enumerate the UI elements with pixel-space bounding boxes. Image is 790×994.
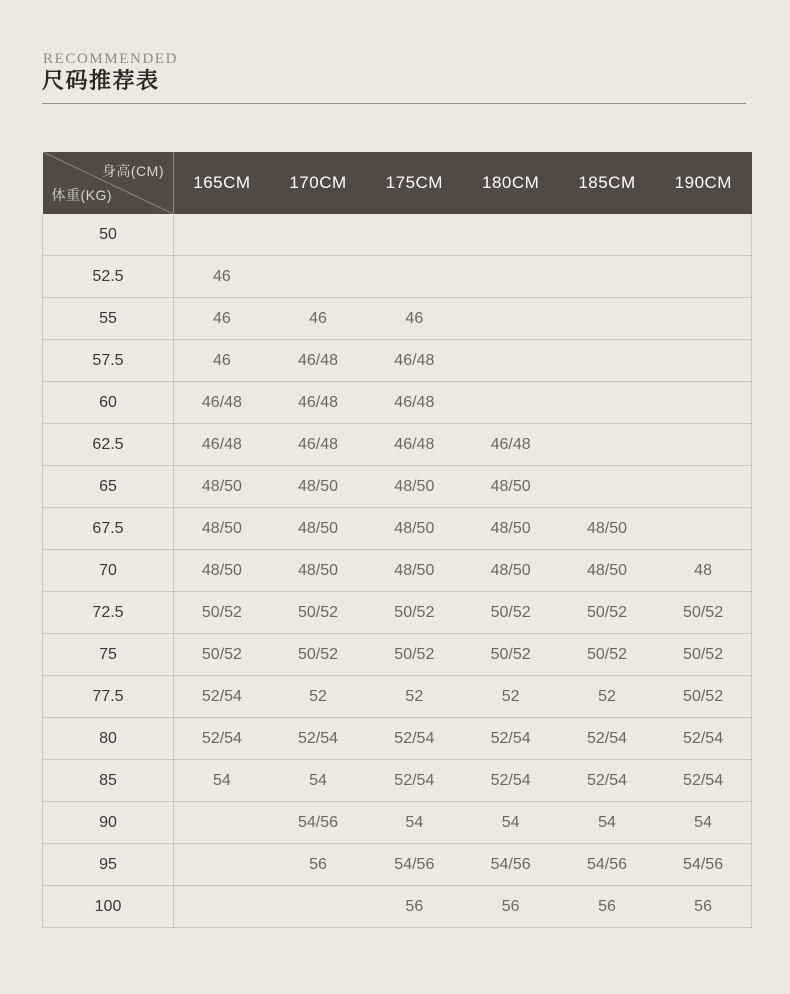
- table-row: [43, 550, 752, 592]
- size-value-cell: [655, 298, 751, 340]
- corner-cell: [43, 152, 174, 214]
- size-value-cell: 52/54: [174, 676, 270, 718]
- table-row: [43, 718, 752, 760]
- size-value-cell: 48/50: [366, 550, 462, 592]
- size-value-cell: 50/52: [174, 634, 270, 676]
- size-value-cell: 50/52: [655, 592, 751, 634]
- weight-cell: 80: [43, 718, 174, 760]
- size-value-cell: 56: [559, 886, 655, 928]
- height-header: 185CM: [559, 152, 655, 214]
- size-value-cell: 46/48: [270, 382, 366, 424]
- size-value-cell: 54: [366, 802, 462, 844]
- size-value-cell: 50/52: [559, 592, 655, 634]
- size-value-cell: 48/50: [174, 466, 270, 508]
- size-value-cell: [559, 256, 655, 298]
- size-value-cell: [462, 214, 558, 256]
- size-value-cell: [655, 256, 751, 298]
- size-value-cell: 52/54: [462, 718, 558, 760]
- size-value-cell: 56: [366, 886, 462, 928]
- weight-cell: 52.5: [43, 256, 174, 298]
- weight-cell: 75: [43, 634, 174, 676]
- table-row: [43, 214, 752, 256]
- size-value-cell: 54: [655, 802, 751, 844]
- table-row: [43, 592, 752, 634]
- size-value-cell: 48/50: [462, 508, 558, 550]
- size-value-cell: [174, 886, 270, 928]
- size-value-cell: 54/56: [270, 802, 366, 844]
- size-value-cell: 48/50: [270, 550, 366, 592]
- size-value-cell: [559, 298, 655, 340]
- table-row: [43, 340, 752, 382]
- size-value-cell: 52/54: [655, 718, 751, 760]
- size-value-cell: [559, 214, 655, 256]
- size-value-cell: 46: [174, 256, 270, 298]
- size-value-cell: 48: [655, 550, 751, 592]
- size-value-cell: 48/50: [174, 508, 270, 550]
- size-value-cell: [270, 256, 366, 298]
- size-value-cell: 54: [174, 760, 270, 802]
- size-value-cell: 46/48: [366, 424, 462, 466]
- corner-height-label: 身高(CM): [101, 163, 164, 179]
- size-value-cell: [655, 214, 751, 256]
- weight-cell: 65: [43, 466, 174, 508]
- size-value-cell: 48/50: [559, 508, 655, 550]
- size-value-cell: 50/52: [655, 634, 751, 676]
- weight-cell: 57.5: [43, 340, 174, 382]
- table-row: [43, 298, 752, 340]
- size-value-cell: 50/52: [462, 634, 558, 676]
- table-row: [43, 508, 752, 550]
- size-value-cell: 52/54: [270, 718, 366, 760]
- size-value-cell: 56: [655, 886, 751, 928]
- size-value-cell: [462, 298, 558, 340]
- weight-cell: 90: [43, 802, 174, 844]
- size-value-cell: 56: [462, 886, 558, 928]
- size-value-cell: [174, 844, 270, 886]
- size-value-cell: [270, 214, 366, 256]
- size-value-cell: 46/48: [462, 424, 558, 466]
- eyebrow-label: RECOMMENDED: [43, 51, 179, 67]
- size-value-cell: 46: [174, 340, 270, 382]
- size-value-cell: 52/54: [559, 718, 655, 760]
- size-value-cell: 52: [559, 676, 655, 718]
- table-row: [43, 424, 752, 466]
- weight-cell: 67.5: [43, 508, 174, 550]
- size-value-cell: [655, 340, 751, 382]
- size-value-cell: 54: [559, 802, 655, 844]
- page-title: 尺码推荐表: [42, 68, 160, 93]
- table-row: [43, 886, 752, 928]
- size-value-cell: 52/54: [366, 718, 462, 760]
- size-value-cell: 50/52: [462, 592, 558, 634]
- weight-cell: 60: [43, 382, 174, 424]
- size-value-cell: 50/52: [270, 592, 366, 634]
- size-value-cell: 52/54: [559, 760, 655, 802]
- weight-cell: 85: [43, 760, 174, 802]
- weight-cell: 100: [43, 886, 174, 928]
- size-value-cell: 54: [462, 802, 558, 844]
- height-header: 175CM: [366, 152, 462, 214]
- size-value-cell: 46: [366, 298, 462, 340]
- size-value-cell: 48/50: [174, 550, 270, 592]
- table-row: [43, 256, 752, 298]
- size-value-cell: [462, 382, 558, 424]
- size-value-cell: 48/50: [270, 466, 366, 508]
- size-value-cell: [655, 382, 751, 424]
- size-value-cell: 46/48: [270, 424, 366, 466]
- weight-cell: 70: [43, 550, 174, 592]
- size-value-cell: 46/48: [366, 382, 462, 424]
- title-divider: [42, 103, 746, 104]
- table-body: [43, 214, 752, 928]
- size-value-cell: 52/54: [655, 760, 751, 802]
- size-value-cell: 52: [462, 676, 558, 718]
- size-value-cell: 52/54: [366, 760, 462, 802]
- size-value-cell: [559, 466, 655, 508]
- size-value-cell: 46/48: [366, 340, 462, 382]
- height-header: 170CM: [270, 152, 366, 214]
- size-value-cell: 50/52: [559, 634, 655, 676]
- weight-cell: 55: [43, 298, 174, 340]
- size-value-cell: 46: [270, 298, 366, 340]
- size-value-cell: [174, 802, 270, 844]
- size-value-cell: [366, 256, 462, 298]
- height-header: 190CM: [655, 152, 751, 214]
- weight-cell: 77.5: [43, 676, 174, 718]
- size-value-cell: 50/52: [366, 634, 462, 676]
- size-value-cell: 50/52: [174, 592, 270, 634]
- size-value-cell: 52: [366, 676, 462, 718]
- size-value-cell: [462, 340, 558, 382]
- size-value-cell: [559, 424, 655, 466]
- size-value-cell: 48/50: [366, 508, 462, 550]
- table-row: [43, 844, 752, 886]
- table-row: [43, 382, 752, 424]
- size-recommendation-table: [42, 152, 752, 928]
- size-value-cell: 46/48: [174, 424, 270, 466]
- size-value-cell: 48/50: [462, 466, 558, 508]
- size-value-cell: [559, 382, 655, 424]
- size-value-cell: 48/50: [462, 550, 558, 592]
- weight-cell: 62.5: [43, 424, 174, 466]
- corner-weight-label: 体重(KG): [51, 187, 113, 203]
- height-header: 180CM: [462, 152, 558, 214]
- table-row: [43, 802, 752, 844]
- size-value-cell: [655, 508, 751, 550]
- size-value-cell: 46/48: [270, 340, 366, 382]
- table-row: [43, 466, 752, 508]
- size-value-cell: [655, 466, 751, 508]
- size-value-cell: 54: [270, 760, 366, 802]
- size-value-cell: 48/50: [559, 550, 655, 592]
- size-value-cell: 46: [174, 298, 270, 340]
- size-value-cell: [655, 424, 751, 466]
- weight-cell: 72.5: [43, 592, 174, 634]
- size-value-cell: 54/56: [366, 844, 462, 886]
- size-value-cell: [270, 886, 366, 928]
- size-value-cell: 52: [270, 676, 366, 718]
- size-value-cell: 50/52: [655, 676, 751, 718]
- size-value-cell: [366, 214, 462, 256]
- size-value-cell: [462, 256, 558, 298]
- size-value-cell: 48/50: [366, 466, 462, 508]
- size-value-cell: 50/52: [366, 592, 462, 634]
- height-header: 165CM: [174, 152, 270, 214]
- size-value-cell: [559, 340, 655, 382]
- size-value-cell: 52/54: [174, 718, 270, 760]
- weight-cell: 95: [43, 844, 174, 886]
- size-value-cell: 46/48: [174, 382, 270, 424]
- size-value-cell: 56: [270, 844, 366, 886]
- table-row: [43, 760, 752, 802]
- size-value-cell: 54/56: [655, 844, 751, 886]
- table-row: [43, 634, 752, 676]
- table-header-row: [43, 152, 752, 214]
- weight-cell: 50: [43, 214, 174, 256]
- size-value-cell: 50/52: [270, 634, 366, 676]
- table-row: [43, 676, 752, 718]
- size-value-cell: 54/56: [559, 844, 655, 886]
- size-value-cell: 48/50: [270, 508, 366, 550]
- size-value-cell: [174, 214, 270, 256]
- size-value-cell: 54/56: [462, 844, 558, 886]
- size-value-cell: 52/54: [462, 760, 558, 802]
